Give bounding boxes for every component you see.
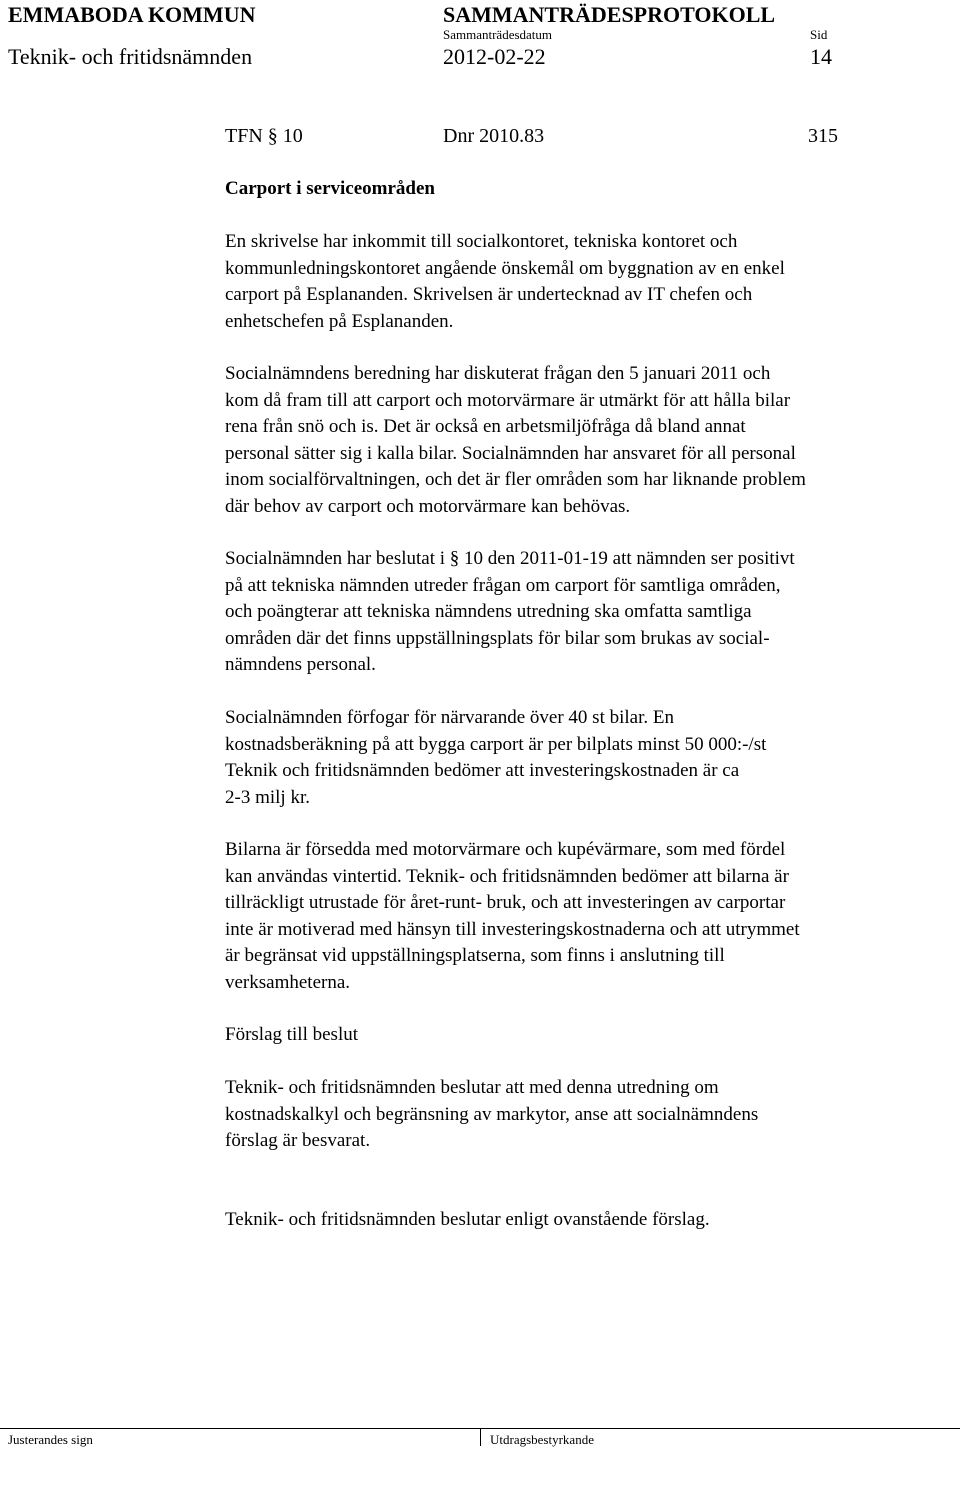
proposal-heading: [225, 1022, 940, 1049]
text-line: Teknik- och fritidsnämnden beslutar att med denna utredning om: [225, 1077, 719, 1098]
text-line: inom socialförvaltningen, och det är fler områden som har liknande problem: [225, 469, 806, 490]
paragraph-4: [225, 705, 940, 811]
case-dnr: Dnr 2010.83: [443, 125, 545, 147]
text-line: enhetschefen på Esplananden.: [225, 310, 454, 332]
text-line: kom då fram till att carport och motorvärmare är utmärkt för att hålla bilar: [225, 389, 791, 411]
text-line: områden där det finns uppställningsplats för bilar som brukas av social-: [225, 627, 770, 649]
paragraph-3: [225, 546, 940, 679]
page-label: Sid: [810, 27, 828, 42]
decision-text: [225, 1207, 940, 1234]
text-line: carport på Esplananden. Skrivelsen är undertecknad av IT chefen och: [225, 284, 753, 305]
footer-justerandes-sign: Justerandes sign: [8, 1432, 93, 1447]
footer-divider: [480, 1428, 481, 1446]
paragraph-2: [225, 361, 940, 520]
text-line: kostnadskalkyl och begränsning av markytor, anse att socialnämndens: [225, 1103, 759, 1125]
organization-name: EMMABODA KOMMUN: [8, 2, 256, 27]
page-number: 14: [810, 44, 832, 69]
paragraph-1: [225, 229, 940, 335]
text-line: Förslag till beslut: [225, 1024, 358, 1045]
text-line: Socialnämnden har beslutat i § 10 den 2011-01-19 att nämnden ser positivt: [225, 548, 795, 569]
text-line: där behov av carport och motorvärmare kan behövas.: [225, 495, 631, 517]
text-line: nämndens personal.: [225, 654, 376, 675]
document-type: SAMMANTRÄDESPROTOKOLL: [443, 2, 776, 27]
text-line: tillräckligt utrustade för året-runt- bruk, och att investeringen av carportar: [225, 892, 786, 913]
document-title: Carport i serviceområden: [225, 178, 435, 199]
text-line: 2-3 milj kr.: [225, 786, 310, 808]
text-line: Teknik och fritidsnämnden bedömer att investeringskostnaden är ca: [225, 760, 740, 781]
text-line: på att tekniska nämnden utreder frågan om carport för samtliga områden,: [225, 574, 781, 596]
footer-utdragsbestyrkande: Utdragsbestyrkande: [490, 1432, 594, 1447]
text-line: Socialnämndens beredning har diskuterat frågan den 5 januari 2011 och: [225, 363, 771, 384]
text-line: kan användas vintertid. Teknik- och fritidsnämnden bedömer att bilarna är: [225, 865, 789, 887]
text-line: förslag är besvarat.: [225, 1130, 371, 1151]
case-code: 315: [808, 125, 838, 147]
date-label: Sammanträdesdatum: [443, 27, 553, 42]
text-line: Socialnämnden förfogar för närvarande över 40 st bilar. En: [225, 707, 674, 728]
meeting-date: 2012-02-22: [443, 44, 546, 69]
text-line: rena från snö och is. Det är också en arbetsmiljöfråga då bland annat: [225, 416, 746, 437]
text-line: verksamheterna.: [225, 971, 351, 993]
text-line: kommunledningskontoret angående önskemål om byggnation av en enkel: [225, 257, 785, 279]
text-line: Bilarna är försedda med motorvärmare och kupévärmare, som med fördel: [225, 839, 786, 860]
committee-name: Teknik- och fritidsnämnden: [8, 44, 253, 69]
text-line: inte är motiverad med hänsyn till investeringskostnaderna och att utrymmet: [225, 918, 800, 940]
text-line: Teknik- och fritidsnämnden beslutar enligt ovanstående förslag.: [225, 1209, 710, 1230]
text-line: En skrivelse har inkommit till socialkontoret, tekniska kontoret och: [225, 231, 738, 252]
paragraph-5: [225, 837, 940, 996]
case-section: TFN § 10: [225, 125, 303, 147]
text-line: kostnadsberäkning på att bygga carport är per bilplats minst 50 000:-/st: [225, 733, 767, 755]
proposal-text: [225, 1075, 940, 1155]
text-line: är begränsat vid uppställningsplatserna, som finns i anslutning till: [225, 945, 725, 966]
text-line: och poängterar att tekniska nämndens utredning ska omfatta samtliga: [225, 601, 752, 622]
text-line: personal sätter sig i kalla bilar. Socialnämnden har ansvaret för all personal: [225, 442, 796, 464]
